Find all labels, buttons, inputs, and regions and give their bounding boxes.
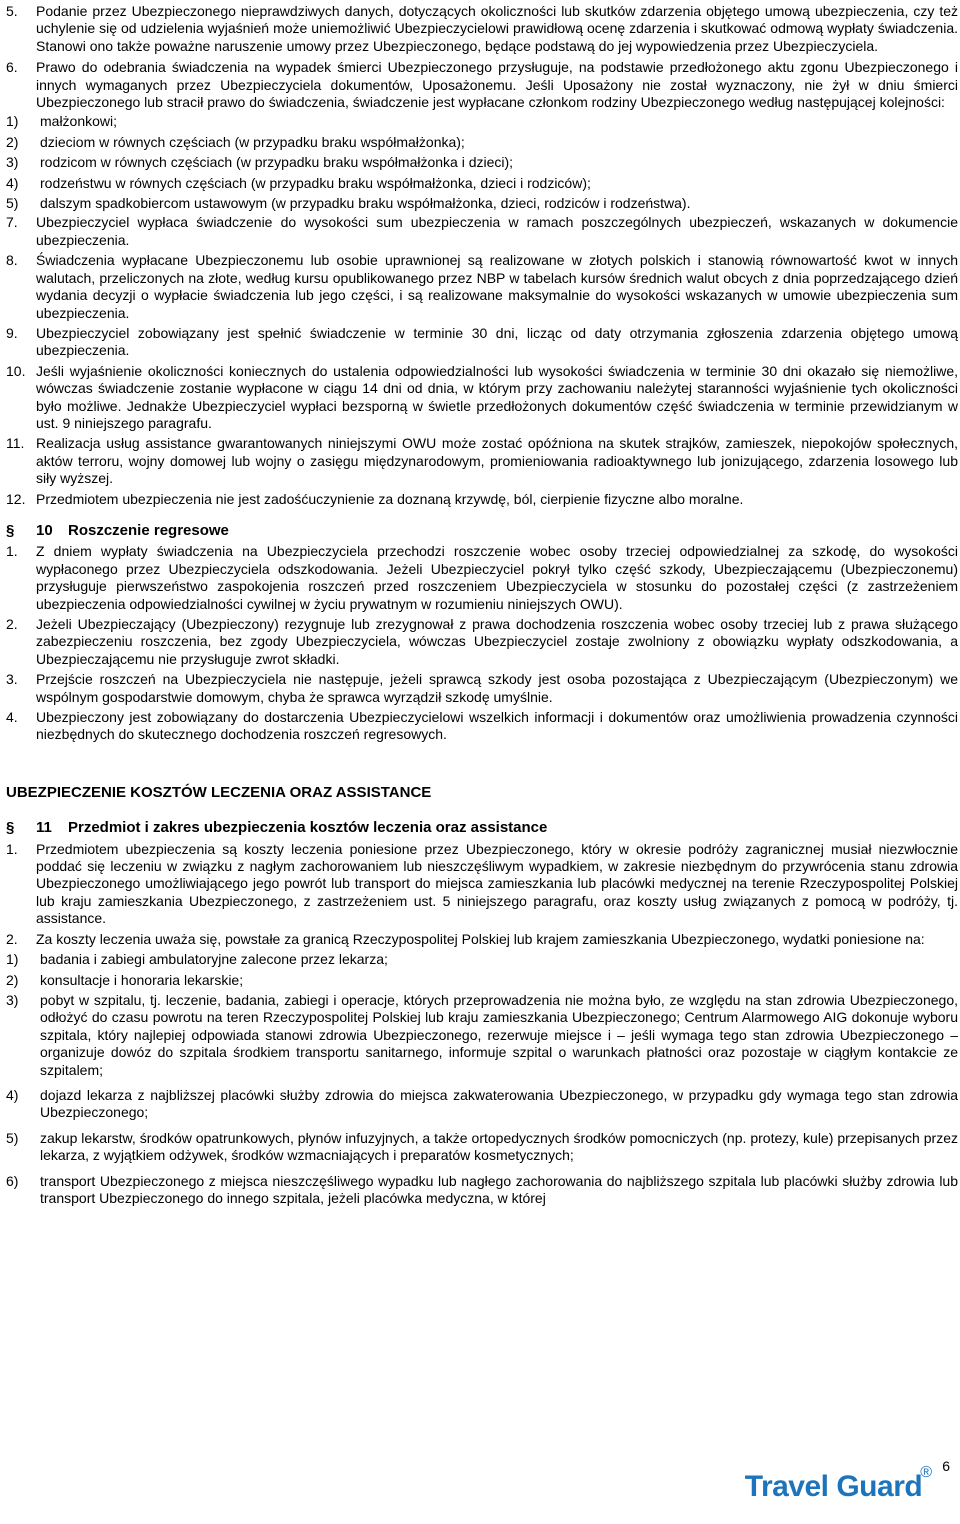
item-text: Podanie przez Ubezpieczonego nieprawdziwych danych, dotyczących okoliczności lub skutków zdarzenia objętego umową ubezpieczenia, czy też uchylenie się od udzielenia wyjaśnień może uniemożliwić Ubezpieczycielowi prawidłową ocenę zdarzenia i skutkować odmową wypłaty świadczenia. Stanowi ono także poważne naruszenie umowy przez Ubezpieczonego, będące podstawą do jej wypowiedzenia przez Ubezpieczyciela.	[36, 3, 958, 54]
item-text: Przedmiotem ubezpieczenia nie jest zadośćuczynienie za doznaną krzywdę, ból, cierpienie fizyczne albo moralne.	[36, 490, 744, 507]
item-number: 1.	[6, 840, 18, 857]
list-item	[6, 325, 958, 360]
section-title: Przedmiot i zakres ubezpieczenia kosztów leczenia oraz assistance	[68, 819, 548, 837]
item-text: Ubezpieczyciel zobowiązany jest spełnić świadczenie w terminie 30 dni, licząc od daty otrzymania zgłoszenia zdarzenia objętego umową ubezpieczenia.	[36, 324, 958, 359]
sub-item	[6, 972, 958, 989]
sub-item-number: 4)	[6, 174, 19, 191]
sub-item-text: dzieciom w równych częściach (w przypadku braku współmałżonka);	[40, 133, 465, 150]
sub-item-number: 2)	[6, 971, 19, 988]
item-number: 4.	[6, 709, 18, 726]
item-number: 8.	[6, 252, 18, 269]
part-heading: UBEZPIECZENIE KOSZTÓW LECZENIA ORAZ ASSISTANCE	[6, 783, 432, 801]
item-number: 10.	[6, 362, 26, 379]
sub-item-text: małżonkowi;	[40, 113, 118, 130]
section-symbol: §	[6, 819, 15, 837]
sub-item-text: dojazd lekarza z najbliższej placówki służby zdrowia do miejsca zakwaterowania Ubezpieczonego, w przypadku gdy wymaga tego stan zdrowia Ubezpieczonego;	[40, 1086, 958, 1121]
list-item	[6, 491, 958, 508]
section-heading	[6, 819, 958, 836]
sub-item-text: konsultacje i honoraria lekarskie;	[40, 971, 244, 988]
item-number: 1.	[6, 543, 18, 560]
item-text: Jeśli wyjaśnienie okoliczności koniecznych do ustalenia odpowiedzialności lub wysokości świadczenia w terminie 30 dni okazało się niemożliwe, wówczas świadczenie zostanie wypłacone w ciągu 14 dni od dnia, w którym przy zachowaniu należytej staranności wyjaśnienie tych okoliczności było możliwe. Jednakże Ubezpieczyciel wypłaci bezsporną w świetle przedłożonych dokumentów część świadczenia w terminie przewidzianym w ust. 9 niniejszego paragrafu.	[36, 362, 958, 431]
item-number: 3.	[6, 671, 18, 688]
sub-item	[6, 154, 958, 171]
sub-item-text: pobyt w szpitalu, tj. leczenie, badania, zabiegi i operacje, których przeprowadzenia nie można było, ze względu na stan zdrowia Ubezpieczonego, odłożyć do czasu powrotu na teren Rzeczypospolitej Polskiej lub kraju zamieszkania Ubezpieczonego; Centrum Alarmowego AIG dokonuje wyboru szpitala, który najlepiej odpowiada stanowi zdrowia Ubezpieczonego, rezerwuje miejsce i – jeśli wymaga tego stan zdrowia Ubezpieczonego – organizuje dowóz do szpitala środkiem transportu sanitarnego, informuje szpital o warunkach płatności oraz pozostaje w ciągłym kontakcie ze szpitalem;	[40, 991, 958, 1078]
sub-item-number: 3)	[6, 991, 19, 1008]
sub-item-number: 5)	[6, 195, 19, 212]
sub-item-number: 1)	[6, 113, 19, 130]
sub-item-number: 2)	[6, 133, 19, 150]
section-symbol: §	[6, 521, 15, 539]
sub-item	[6, 951, 958, 968]
list-item	[6, 435, 958, 487]
item-text: Ubezpieczony jest zobowiązany do dostarczenia Ubezpieczycielowi wszelkich informacji i dokumentów oraz umożliwienia prowadzenia czynności niezbędnych do skutecznego dochodzenia roszczeń regresowych.	[36, 709, 958, 743]
sub-item	[6, 1173, 958, 1208]
item-number: 2.	[6, 930, 18, 947]
list-item	[6, 214, 958, 249]
sub-item-text: rodzeństwu w równych częściach (w przypadku braku współmałżonka, dzieci i rodziców);	[40, 174, 591, 191]
sub-item	[6, 992, 958, 1079]
sub-item-text: dalszym spadkobiercom ustawowym (w przypadku braku współmałżonka, dzieci, rodziców i rodzeństwa).	[40, 195, 691, 212]
list-item	[6, 252, 958, 322]
item-number: 11.	[6, 435, 25, 452]
item-text: Realizacja usług assistance gwarantowanych niniejszymi OWU może zostać opóźniona na skutek strajków, zamieszek, niepokojów społecznych, aktów terroru, wojny domowej lub wojny o zasięgu międzynarodowym, promieniowania radioaktywnego lub jonizującego, zdarzenia losowego lub siły wyższej.	[36, 435, 958, 487]
section-number: 10	[36, 521, 53, 539]
list-item	[6, 709, 958, 744]
sub-item-number: 6)	[6, 1172, 19, 1189]
sub-item	[6, 134, 958, 151]
item-text: Przedmiotem ubezpieczenia są koszty leczenia poniesione przez Ubezpieczonego, który w okresie podróży zagranicznej musiał niezwłocznie poddać się leczeniu w związku z nagłym zachorowaniem lub nieszczęśliwym wypadkiem, w zakresie niezbędnym do przywrócenia stanu zdrowia Ubezpieczonego umożliwiającego jego powrót lub transport do miejsca zamieszkania lub placówki medycznej na terenie Rzeczypospolitej Polskiej lub kraju zamieszkania Ubezpieczonego, z zastrzeżeniem ust. 5 niniejszego paragrafu, oraz koszty usług związanych z pomocą w podróży, tj. assistance.	[36, 840, 958, 927]
list-item	[6, 363, 958, 433]
item-number: 2.	[6, 616, 18, 632]
item-text: Przejście roszczeń na Ubezpieczyciela nie następuje, jeżeli sprawcą szkody jest osoba pozostająca z Ubezpieczającym (Ubezpieczonym) we wspólnym gospodarstwie domowym, chyba że sprawca wyrządził szkodę umyślnie.	[36, 671, 958, 705]
sub-item	[6, 1087, 958, 1122]
sub-item-text: rodzicom w równych częściach (w przypadku braku współmałżonka i dzieci);	[40, 154, 514, 171]
sub-item-text: transport Ubezpieczonego z miejsca nieszczęśliwego wypadku lub nagłego zachorowania do najbliższego szpitala lub placówki służby zdrowia lub transport Ubezpieczonego do innego szpitala, jeżeli placówka medyczna, w której	[40, 1172, 958, 1206]
sub-item-number: 3)	[6, 154, 19, 171]
list-item	[6, 59, 958, 111]
item-number: 12.	[6, 490, 26, 507]
sub-item-number: 1)	[6, 951, 19, 968]
item-number: 9.	[6, 324, 18, 341]
travel-guard-logo	[744, 1464, 938, 1503]
logo-text: Travel Guard	[744, 1470, 923, 1503]
section-heading	[6, 522, 958, 539]
list-item	[6, 841, 958, 928]
section-number: 11	[36, 819, 52, 837]
item-number: 5.	[6, 3, 18, 19]
registered-mark-icon: ®	[920, 1464, 932, 1481]
item-text: Ubezpieczyciel wypłaca świadczenie do wysokości sum ubezpieczenia w ramach poszczególnych ubezpieczeń, wskazanych w dokumencie ubezpieczenia.	[36, 214, 958, 248]
item-text: Za koszty leczenia uważa się, powstałe za granicą Rzeczypospolitej Polskiej lub krajem zamieszkania Ubezpieczonego, wydatki poniesione na:	[36, 930, 925, 947]
sub-item	[6, 175, 958, 192]
list-item	[6, 616, 958, 668]
sub-item-text: badania i zabiegi ambulatoryjne zalecone przez lekarza;	[40, 951, 388, 968]
sub-item	[6, 195, 958, 212]
item-text: Z dniem wypłaty świadczenia na Ubezpieczyciela przechodzi roszczenie wobec osoby trzeciej odpowiedzialnej za szkodę, do wysokości wypłaconego przez Ubezpieczyciela odszkodowania. Jeżeli Ubezpieczyciel pokrył tylko część szkody, Ubezpieczającemu (Ubezpieczonemu) przysługuje pierwszeństwo zaspokojenia roszczeń przed roszczeniem Ubezpieczyciela w stosunku do pozostałej części (z zastrzeżeniem ubezpieczenia odpowiedzialności cywilnej w życiu prywatnym w rozumieniu niniejszych OWU).	[36, 543, 958, 612]
sub-item-number: 4)	[6, 1086, 19, 1103]
sub-item	[6, 113, 958, 130]
item-number: 7.	[6, 214, 18, 231]
sub-item-text: zakup lekarstw, środków opatrunkowych, płynów infuzyjnych, a także ortopedycznych środków pomocniczych (np. protezy, kule) przepisanych przez lekarza, z wyjątkiem odżywek, środków wzmacniających i preparatów kosmetycznych;	[40, 1129, 958, 1164]
sub-item	[6, 1130, 958, 1165]
list-item	[6, 671, 958, 706]
page-number: 6	[942, 1458, 950, 1474]
list-item	[6, 3, 958, 55]
section-title: Roszczenie regresowe	[68, 521, 229, 539]
list-item	[6, 931, 958, 948]
list-item	[6, 543, 958, 613]
sub-item-number: 5)	[6, 1129, 19, 1146]
item-text: Jeżeli Ubezpieczający (Ubezpieczony) rezygnuje lub zrezygnował z prawa dochodzenia roszczenia wobec osoby trzeciej lub z prawa służącego zabezpieczeniu roszczenia, bez zgody Ubezpieczyciela, wówczas Ubezpieczyciel zostaje zwolniony z obowiązku wypłaty odszkodowania, a Ubezpieczającemu nie przysługuje zwrot składki.	[36, 616, 958, 667]
item-text: Świadczenia wypłacane Ubezpieczonemu lub osobie uprawnionej są realizowane w złotych polskich i stanowią równowartość kwot w innych walutach, przeliczonych na złote, według kursu opublikowanego przez NBP w tabelach kursów średnich walut obcych z dnia poprzedzającego dzień wydania decyzji o wypłacie świadczenia lub jego części, i są realizowane maksymalnie do wysokości wskazanych w umowie ubezpieczenia sum ubezpieczenia.	[36, 252, 958, 321]
item-text: Prawo do odebrania świadczenia na wypadek śmierci Ubezpieczonego przysługuje, na podstawie przedłożonego aktu zgonu Ubezpieczonego i innych wymaganych przez Ubezpieczyciela dokumentów, Uposażonemu. Jeśli Uposażony nie został wyznaczony, nie żył w dniu śmierci Ubezpieczonego lub stracił prawo do świadczenia, świadczenie jest wypłacane członkom rodziny Ubezpieczonego według następującej kolejności:	[36, 59, 958, 111]
item-number: 6.	[6, 59, 18, 76]
